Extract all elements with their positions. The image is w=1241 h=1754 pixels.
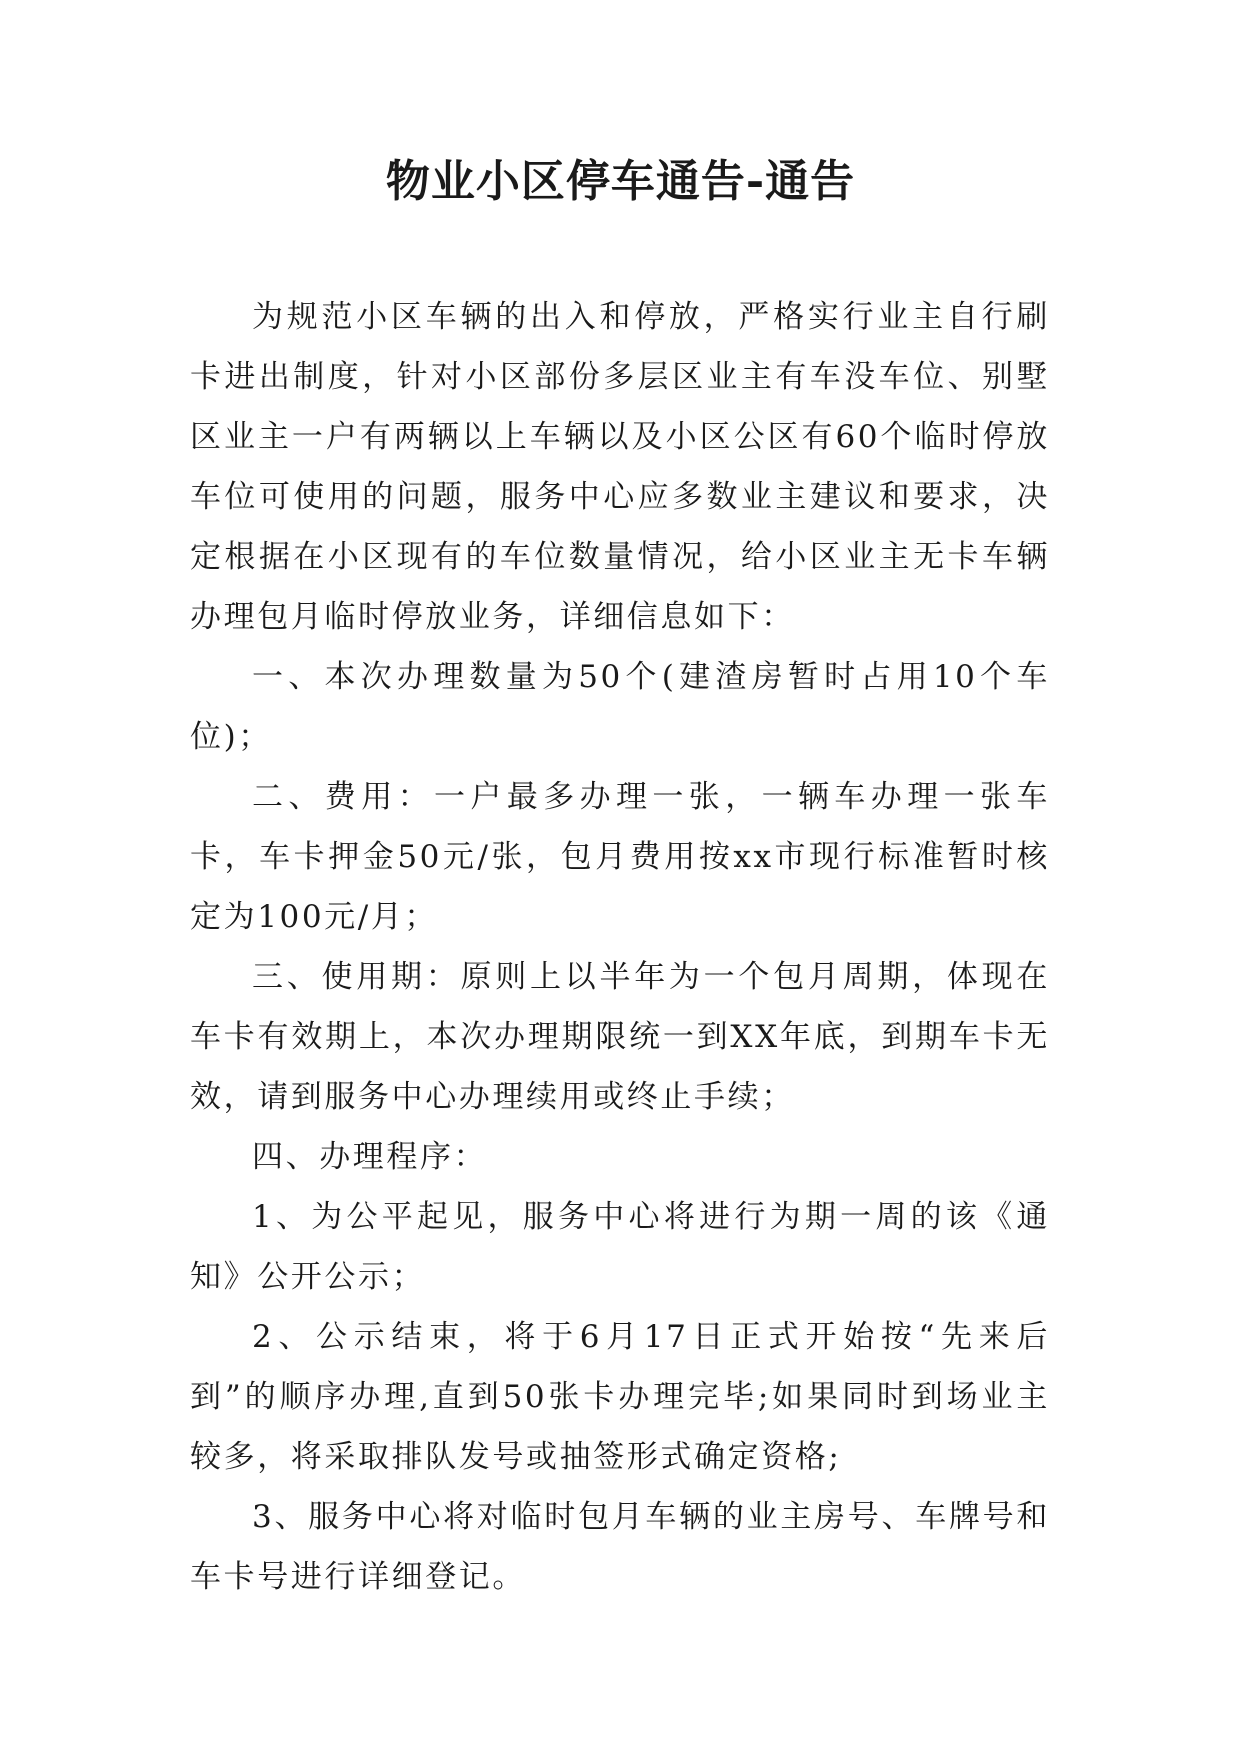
procedure-step-1: 1、为公平起见，服务中心将进行为期一周的该《通知》公开公示； [190,1199,1050,1295]
document-body [190,287,1050,1607]
procedure-step-2: 2、公示结束，将于6月17日正式开始按“先来后到”的顺序办理,直到50张卡办理完毕;如果同时到场业主较多，将采取排队发号或抽签形式确定资格; [190,1319,1050,1475]
item-procedure-heading: 四、办理程序： [252,1139,488,1175]
document-title: 物业小区停车通告-通告 [385,156,856,207]
item-fees-paragraph: 二、费用：一户最多办理一张，一辆车办理一张车卡，车卡押金50元/张，包月费用按xx市现行标准暂时核定为100元/月； [190,779,1050,935]
item-period-paragraph: 三、使用期：原则上以半年为一个包月周期，体现在车卡有效期上，本次办理期限统一到XX年底，到期车卡无效，请到服务中心办理续用或终止手续； [190,959,1050,1115]
procedure-step-3: 3、服务中心将对临时包月车辆的业主房号、车牌号和车卡号进行详细登记。 [190,1499,1050,1595]
intro-paragraph: 为规范小区车辆的出入和停放，严格实行业主自行刷卡进出制度，针对小区部份多层区业主有车没车位、别墅区业主一户有两辆以上车辆以及小区公区有60个临时停放车位可使用的问题，服务中心应多数业主建议和要求，决定根据在小区现有的车位数量情况，给小区业主无卡车辆办理包月临时停放业务，详细信息如下： [190,299,1050,635]
item-quantity-paragraph: 一、本次办理数量为50个(建渣房暂时占用10个车位)； [190,659,1050,755]
